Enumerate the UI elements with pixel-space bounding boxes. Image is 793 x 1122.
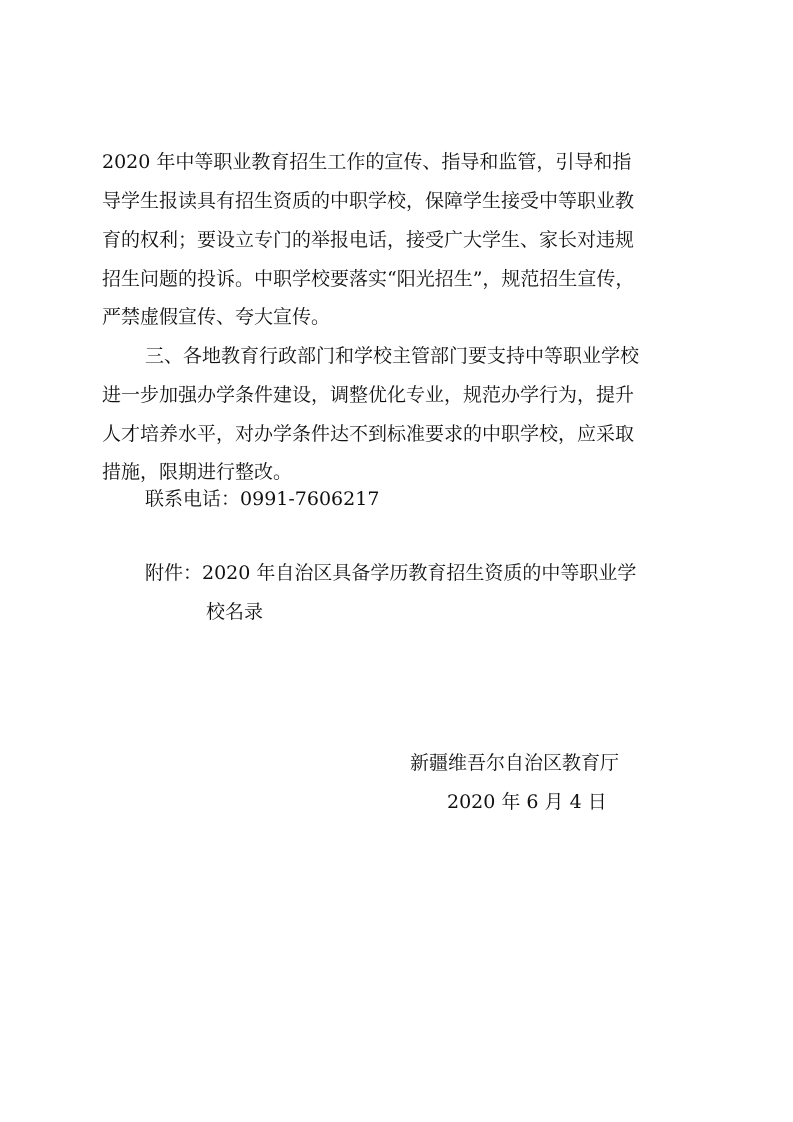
paragraph-1-line-1: 2020 年中等职业教育招生工作的宣传、指导和监管，引导和指 [102,151,632,173]
attachment-line-2: 校名录 [206,601,264,623]
paragraph-2-line-3: 人才培养水平，对办学条件达不到标准要求的中职学校，应采取 [102,423,635,445]
issuing-organization: 新疆维吾尔自治区教育厅 [410,752,620,774]
paragraph-2-line-1: 三、各地教育行政部门和学校主管部门要支持中等职业学校 [145,345,640,367]
paragraph-1-line-3: 育的权利；要设立专门的举报电话，接受广大学生、家长对违规 [102,229,635,251]
contact-phone-label: 联系电话： [145,488,241,510]
paragraph-1-line-5: 严禁虚假宣传、夸大宣传。 [102,306,331,328]
paragraph-1-line-2: 导学生报读具有招生资质的中职学校，保障学生接受中等职业教 [102,190,635,212]
paragraph-1-line-4: 招生问题的投诉。中职学校要落实“阳光招生”，规范招生宣传， [102,268,635,290]
contact-phone-line [145,482,379,516]
paragraph-2-line-2: 进一步加强办学条件建设，调整优化专业，规范办学行为，提升 [102,384,635,406]
paragraph-2-line-4: 措施，限期进行整改。 [102,461,293,483]
contact-phone-number: 0991-7606217 [240,488,380,510]
issue-date: 2020 年 6 月 4 日 [447,791,607,813]
attachment-line-1: 附件：2020 年自治区具备学历教育招生资质的中等职业学 [145,562,637,584]
